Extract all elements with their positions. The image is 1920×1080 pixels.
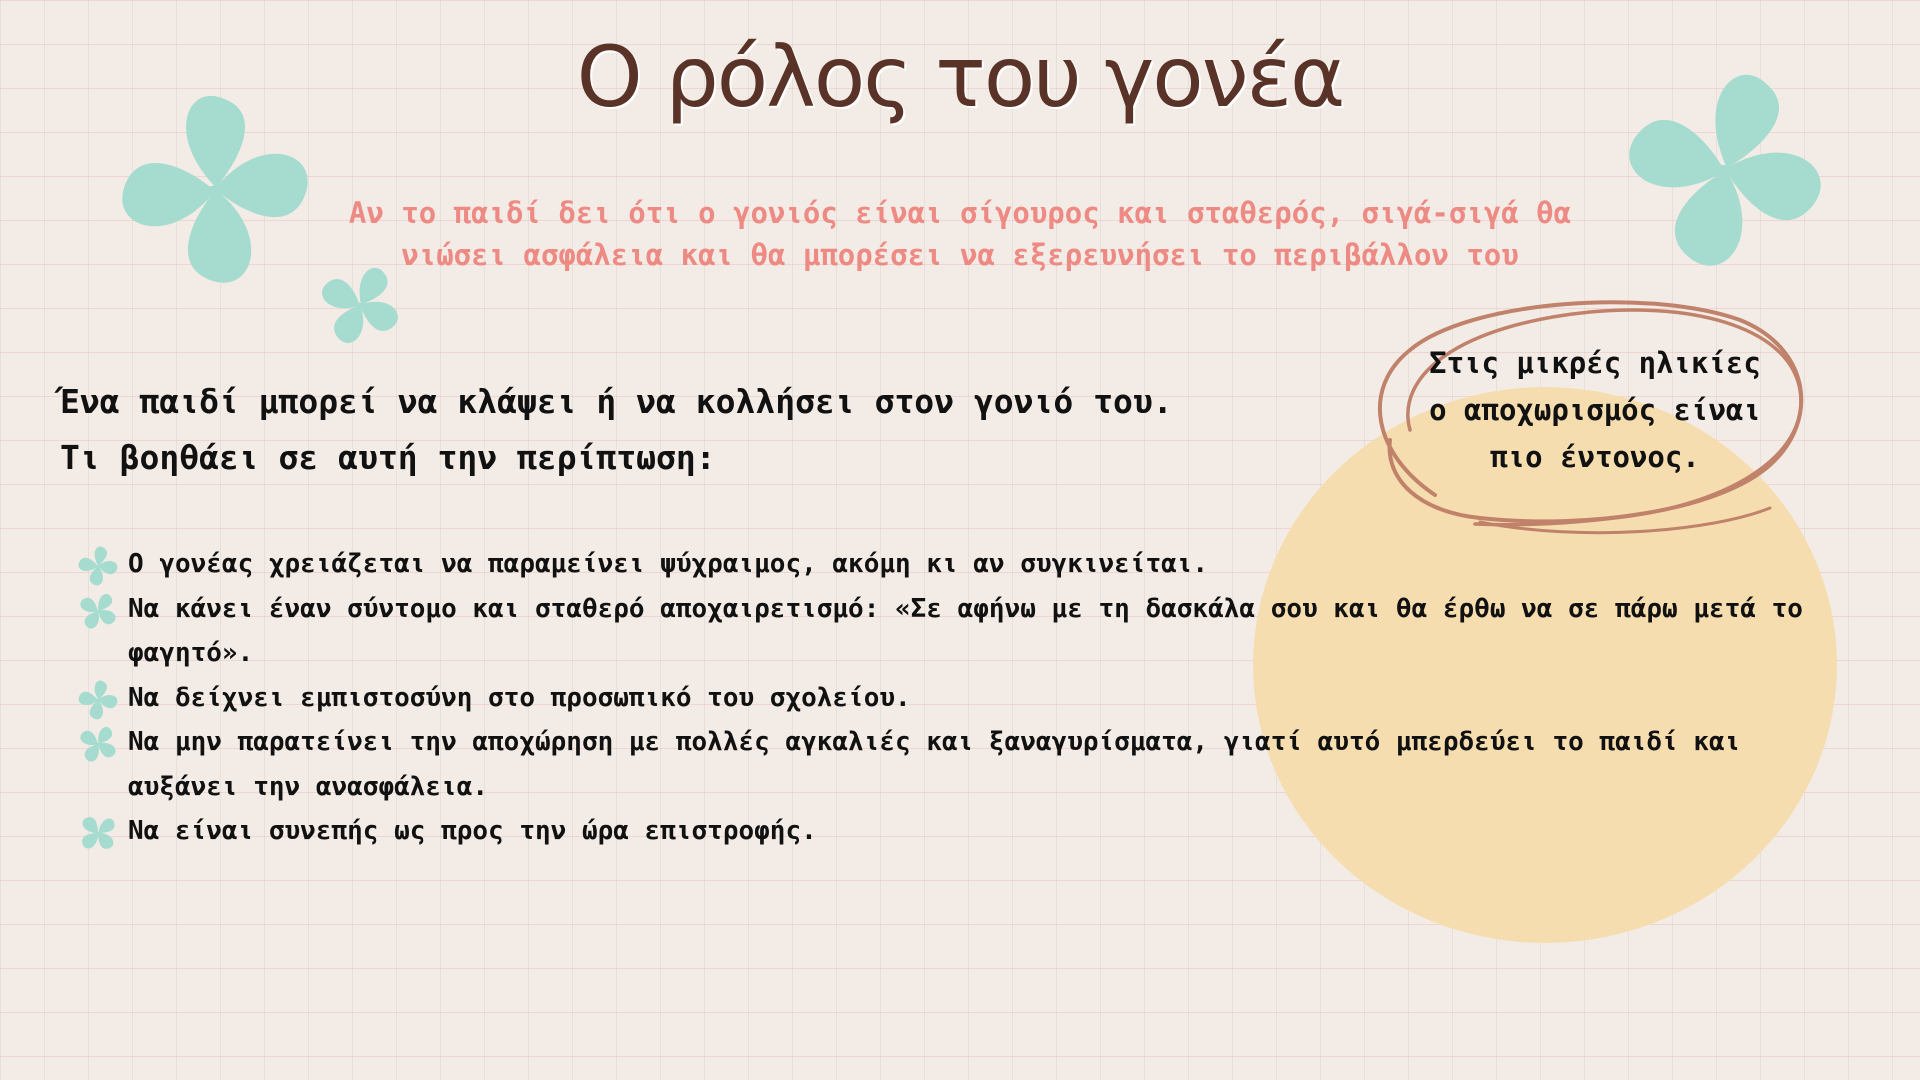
note-line: Στις μικρές ηλικίες — [1429, 346, 1761, 380]
flower-bullet-icon — [66, 712, 130, 776]
subtitle: Αν το παιδί δει ότι ο γονιός είναι σίγουρος και σταθερός, σιγά-σιγά θα νιώσει ασφάλεια και θα μπορέσει να εξερευνήσει το περιβάλλον του — [348, 196, 1572, 272]
note-line: ο αποχωρισμός είναι — [1429, 393, 1761, 427]
list-item-text: Να δείχνει εμπιστοσύνη στο προσωπικό του σχολείου. — [128, 682, 911, 713]
intro-question: Τι βοηθάει σε αυτή την περίπτωση: — [60, 438, 716, 477]
list-item — [70, 676, 1850, 721]
list-item-text: Να κάνει έναν σύντομο και σταθερό αποχαιρετισμό: «Σε αφήνω με τη δασκάλα σου και θα έρθω να σε πάρω μετά το φαγητό». — [128, 593, 1803, 668]
flower-bullet-icon — [74, 542, 122, 590]
flower-bullet-icon — [74, 676, 122, 724]
list-item-text: Να είναι συνεπής ως προς την ώρα επιστροφής. — [128, 816, 817, 846]
list-item — [70, 587, 1850, 676]
flower-bullet-icon — [66, 579, 130, 643]
list-item — [70, 542, 1850, 587]
list-item — [70, 809, 1850, 854]
flower-bullet-icon — [64, 799, 132, 867]
intro-text — [60, 374, 1320, 486]
list-item-text: Να μην παρατείνει την αποχώρηση με πολλές αγκαλιές και ξαναγυρίσματα, γιατί αυτό μπερδεύει το παιδί και αυξάνει την ανασφάλεια. — [128, 727, 1741, 802]
bullet-list — [70, 542, 1850, 854]
note-text — [1415, 340, 1775, 481]
page-title: Ο ρόλος του γονέα — [576, 28, 1344, 126]
list-item-text: Ο γονέας χρειάζεται να παραμείνει ψύχραιμος, ακόμη κι αν συγκινείται. — [128, 549, 1209, 579]
note-line: πιο έντονος. — [1490, 440, 1700, 474]
intro-line: Ένα παιδί μπορεί να κλάψει ή να κολλήσει στον γονιό του. — [60, 382, 1173, 421]
list-item — [70, 720, 1850, 809]
